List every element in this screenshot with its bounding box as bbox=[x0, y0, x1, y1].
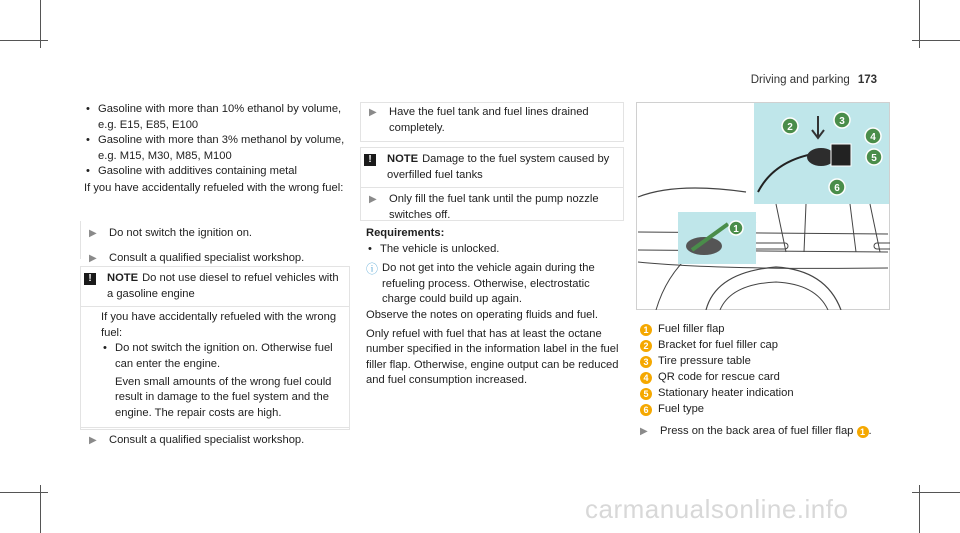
step-text: Press on the back area of fuel filler flap bbox=[660, 425, 854, 437]
svg-text:3: 3 bbox=[839, 116, 845, 127]
step-item bbox=[361, 192, 623, 223]
left-column bbox=[84, 102, 350, 197]
crop-mark bbox=[0, 492, 48, 493]
divider bbox=[81, 427, 349, 428]
list-item: • Do not switch the ignition on. Otherwise fuel can enter the engine. bbox=[101, 341, 343, 372]
car-rear-illustration bbox=[636, 102, 890, 310]
step-text: Consult a qualified specialist workshop. bbox=[109, 251, 305, 264]
step-text: Consult a qualified specialist workshop. bbox=[109, 434, 305, 447]
list-item: • The vehicle is unlocked. bbox=[366, 242, 622, 258]
callout-number: 1 bbox=[857, 426, 869, 438]
list-item: • Gasoline with additives containing metal bbox=[84, 164, 350, 180]
info-block bbox=[366, 261, 622, 308]
svg-text:2: 2 bbox=[787, 122, 793, 133]
step-end: . bbox=[868, 425, 872, 437]
svg-text:6: 6 bbox=[834, 183, 840, 194]
legend bbox=[640, 322, 890, 418]
fuel-flap-illustration bbox=[636, 102, 890, 310]
svg-text:4: 4 bbox=[870, 132, 876, 143]
legend-item bbox=[640, 402, 890, 418]
middle-text bbox=[366, 226, 622, 389]
callout-number: 4 bbox=[640, 372, 652, 384]
step-item bbox=[81, 226, 349, 242]
callout-number: 5 bbox=[640, 388, 652, 400]
step-item bbox=[361, 105, 623, 136]
arrow-icon: ▶ bbox=[89, 228, 97, 239]
step-box bbox=[360, 102, 624, 142]
note-title: NOTE bbox=[107, 272, 139, 284]
list-item: • Gasoline with more than 10% ethanol by volume, e.g. E15, E85, E100 bbox=[84, 102, 350, 133]
arrow-icon: ▶ bbox=[89, 252, 97, 264]
paragraph: Even small amounts of the wrong fuel could result in damage to the fuel system and the engine. The repair costs are high. bbox=[115, 375, 332, 419]
step-text: Do not switch the ignition on. bbox=[109, 227, 253, 239]
crop-mark bbox=[912, 40, 960, 41]
arrow-icon: ▶ bbox=[369, 107, 377, 118]
arrow-icon: ▶ bbox=[369, 194, 377, 206]
legend-item bbox=[640, 370, 890, 386]
callout-number: 2 bbox=[640, 340, 652, 352]
page-header bbox=[751, 73, 877, 89]
note-header bbox=[361, 152, 617, 183]
paragraph: Only refuel with fuel that has at least the octane number specified in the information label in the fuel filler flap. Otherwise, engine output can be reduced and fuel consumption increased. bbox=[366, 327, 619, 387]
step-box bbox=[80, 221, 349, 264]
callout-number: 3 bbox=[640, 356, 652, 368]
callout-number: 6 bbox=[640, 404, 652, 416]
svg-text:5: 5 bbox=[871, 153, 877, 164]
section-title: Driving and parking bbox=[750, 74, 850, 86]
legend-text: Bracket for fuel filler cap bbox=[658, 339, 779, 351]
paragraph: If you have accidentally refueled with the wrong fuel: bbox=[101, 311, 337, 339]
legend-text: QR code for rescue card bbox=[658, 371, 780, 383]
legend-text: Stationary heater indication bbox=[658, 387, 794, 399]
step-item bbox=[81, 433, 349, 449]
arrow-icon: ▶ bbox=[89, 435, 97, 447]
callout-number: 1 bbox=[640, 324, 652, 336]
legend-item bbox=[640, 338, 890, 354]
legend-text: Fuel filler flap bbox=[658, 323, 725, 335]
legend-text: Tire pressure table bbox=[658, 355, 751, 367]
legend-item bbox=[640, 322, 890, 338]
step-text: Only fill the fuel tank until the pump nozzle switches off. bbox=[389, 193, 599, 221]
step-text: Have the fuel tank and fuel lines drained completely. bbox=[389, 106, 589, 134]
legend-item bbox=[640, 354, 890, 370]
crop-mark bbox=[0, 40, 48, 41]
step-item bbox=[81, 251, 349, 267]
paragraph: If you have accidentally refueled with the wrong fuel: bbox=[84, 181, 344, 194]
crop-mark bbox=[912, 492, 960, 493]
list-item: • Gasoline with more than 3% methanol by volume, e.g. M15, M30, M85, M100 bbox=[84, 133, 350, 164]
requirements-label: Requirements: bbox=[366, 227, 445, 239]
arrow-icon: ▶ bbox=[640, 426, 648, 437]
note-text: Do not use diesel to refuel vehicles with a gasoline engine bbox=[107, 272, 339, 300]
warning-icon: ! bbox=[364, 154, 376, 166]
note-title: NOTE bbox=[387, 153, 419, 165]
step-item bbox=[632, 424, 920, 440]
divider bbox=[361, 187, 623, 188]
warning-icon: ! bbox=[84, 273, 96, 285]
watermark: carmanualsonline.info bbox=[585, 494, 849, 524]
info-icon: ⓘ bbox=[366, 262, 379, 277]
svg-text:1: 1 bbox=[733, 224, 739, 235]
note-text: Damage to the fuel system caused by overfilled fuel tanks bbox=[387, 153, 610, 181]
note-box bbox=[360, 147, 624, 221]
legend-text: Fuel type bbox=[658, 403, 705, 415]
note-box bbox=[80, 266, 350, 447]
page-number: 173 bbox=[857, 74, 877, 86]
note-header bbox=[81, 271, 343, 302]
legend-item bbox=[640, 386, 890, 402]
paragraph: Observe the notes on operating fluids and fuel. bbox=[366, 308, 598, 321]
info-text: Do not get into the vehicle again during the refueling process. Otherwise, electrostatic charge could build up again. bbox=[382, 262, 595, 306]
